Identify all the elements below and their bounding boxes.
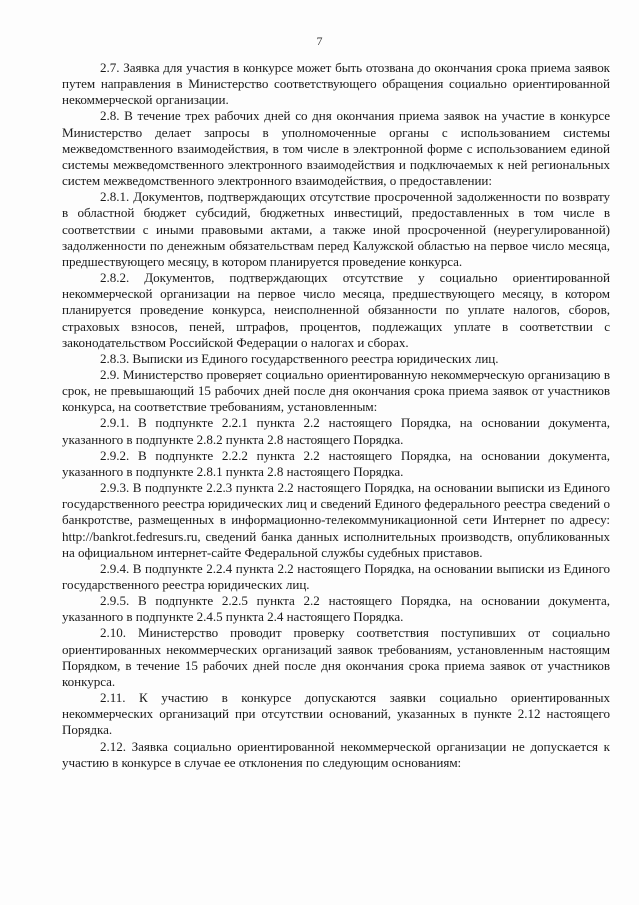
paragraph-2-9-1: 2.9.1. В подпункте 2.2.1 пункта 2.2 настоящего Порядка, на основании документа, указанного в подпункте 2.8.2 пункта 2.8 настоящего Порядка.: [62, 415, 610, 447]
paragraph-2-9-5: 2.9.5. В подпункте 2.2.5 пункта 2.2 настоящего Порядка, на основании документа, указанного в подпункте 2.4.5 пункта 2.4 настоящего Порядка.: [62, 593, 610, 625]
paragraph-2-11: 2.11. К участию в конкурсе допускаются заявки социально ориентированных некоммерческих организаций при отсутствии оснований, указанных в пункте 2.12 настоящего Порядка.: [62, 690, 610, 738]
paragraph-2-9-2: 2.9.2. В подпункте 2.2.2 пункта 2.2 настоящего Порядка, на основании документа, указанного в подпункте 2.8.1 пункта 2.8 настоящего Порядка.: [62, 447, 610, 479]
document-body: [62, 60, 610, 771]
paragraph-2-10: 2.10. Министерство проводит проверку соответствия поступивших от социально ориентированных некоммерческих организаций заявок требованиям, установленным настоящим Порядком, в течение 15 рабочих дней после дня окончания срока приема заявок от участников конкурса.: [62, 625, 610, 689]
paragraph-2-7: 2.7. Заявка для участия в конкурсе может быть отозвана до окончания срока приема заявок путем направления в Министерство соответствующего обращения социально ориентированной некоммерческой организации.: [62, 60, 610, 108]
paragraph-2-9-4: 2.9.4. В подпункте 2.2.4 пункта 2.2 настоящего Порядка, на основании выписки из Единого государственного реестра юридических лиц.: [62, 560, 610, 592]
paragraph-2-8: 2.8. В течение трех рабочих дней со дня окончания приема заявок на участие в конкурсе Министерство делает запросы в уполномоченные органы с использованием системы межведомственного взаимодействия, в том числе в электронной форме с использованием единой системы межведомственного электронного взаимодействия и подключаемых к ней региональных систем межведомственного электронного взаимодействия, о предоставлении:: [62, 108, 610, 189]
paragraph-2-9: 2.9. Министерство проверяет социально ориентированную некоммерческую организацию в срок, не превышающий 15 рабочих дней после дня окончания срока приема заявок от участников конкурса, на соответствие требованиям, установленным:: [62, 366, 610, 415]
paragraph-2-12: 2.12. Заявка социально ориентированной некоммерческой организации не допускается к участию в конкурсе в случае ее отклонения по следующим основаниям:: [62, 738, 610, 770]
paragraph-2-8-3: 2.8.3. Выписки из Единого государственного реестра юридических лиц.: [100, 350, 499, 366]
paragraph-2-9-3: 2.9.3. В подпункте 2.2.3 пункта 2.2 настоящего Порядка, на основании выписки из Единого государственного реестра юридических лиц и сведений Единого федерального реестра сведений о банкротстве, размещенных в информационно-телекоммуникационной сети Интернет по адресу: http://bankrot.fedresurs.ru, сведений банка данных исполнительных производств, опубликованных на официальном интернет-сайте Федеральной службы судебных приставов.: [62, 480, 610, 560]
paragraph-2-8-1: 2.8.1. Документов, подтверждающих отсутствие просроченной задолженности по возврату в областной бюджет субсидий, бюджетных инвестиций, предоставленных в том числе в соответствии с иными правовыми актами, а также иной просроченной (неурегулированной) задолженности по денежным обязательствам перед Калужской областью на первое число месяца, предшествующего месяцу, в котором планируется проведение конкурса.: [62, 189, 610, 269]
paragraph-2-8-2: 2.8.2. Документов, подтверждающих отсутствие у социально ориентированной некоммерческой организации на первое число месяца, предшествующего месяцу, в котором планируется проведение конкурса, неисполненной обязанности по уплате налогов, сборов, страховых взносов, пеней, штрафов, процентов, подлежащих уплате в соответствии с законодательством Российской Федерации о налогах и сборах.: [62, 270, 610, 350]
page-number: 7: [316, 34, 323, 48]
